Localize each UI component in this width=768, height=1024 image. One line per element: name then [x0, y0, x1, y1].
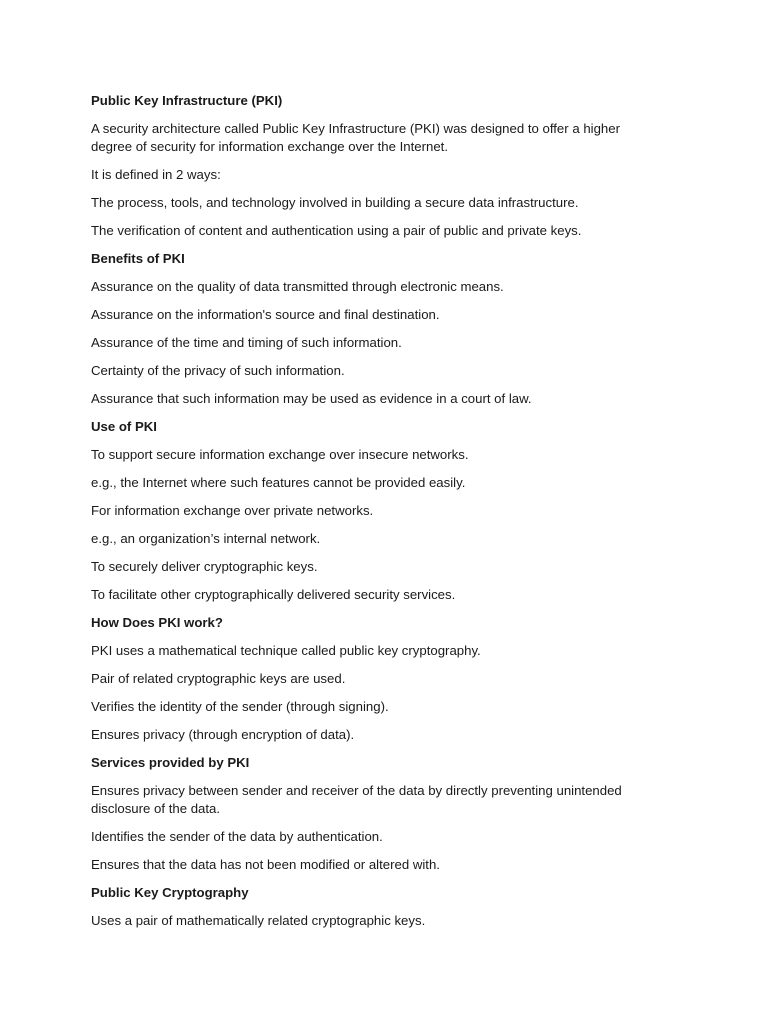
paragraph-line: Assurance that such information may be used as evidence in a court of law. — [91, 391, 532, 406]
paragraph-line: Assurance on the information's source and final destination. — [91, 307, 440, 322]
paragraph — [91, 502, 691, 520]
paragraph-line: Assurance on the quality of data transmitted through electronic means. — [91, 279, 504, 294]
paragraph-line: To facilitate other cryptographically delivered security services. — [91, 587, 456, 602]
paragraph-line: A security architecture called Public Key Infrastructure (PKI) was designed to offer a higher — [91, 121, 620, 136]
paragraph — [91, 912, 691, 930]
paragraph — [91, 856, 691, 874]
paragraph — [91, 642, 691, 660]
paragraph — [91, 726, 691, 744]
paragraph — [91, 334, 691, 352]
paragraph — [91, 278, 691, 296]
paragraph-line: For information exchange over private networks. — [91, 503, 374, 518]
paragraph-line: Verifies the identity of the sender (through signing). — [91, 699, 389, 714]
paragraph — [91, 698, 691, 716]
paragraph — [91, 828, 691, 846]
paragraph-line: It is defined in 2 ways: — [91, 167, 221, 182]
paragraph-line: Identifies the sender of the data by authentication. — [91, 829, 383, 844]
paragraph-line: To support secure information exchange over insecure networks. — [91, 447, 469, 462]
paragraph-line: The process, tools, and technology involved in building a secure data infrastructure. — [91, 195, 579, 210]
paragraph-line: degree of security for information exchange over the Internet. — [91, 139, 448, 154]
paragraph — [91, 166, 691, 184]
section-heading: How Does PKI work? — [91, 615, 223, 630]
paragraph — [91, 362, 691, 380]
paragraph — [91, 474, 691, 492]
paragraph — [91, 782, 691, 818]
paragraph — [91, 586, 691, 604]
paragraph — [91, 670, 691, 688]
document-page — [91, 92, 691, 940]
paragraph-line: Uses a pair of mathematically related cryptographic keys. — [91, 913, 426, 928]
paragraph — [91, 120, 691, 156]
paragraph-line: disclosure of the data. — [91, 801, 221, 816]
paragraph-line: Assurance of the time and timing of such information. — [91, 335, 402, 350]
paragraph — [91, 194, 691, 212]
section-heading: Public Key Infrastructure (PKI) — [91, 93, 283, 108]
paragraph-line: To securely deliver cryptographic keys. — [91, 559, 318, 574]
paragraph-line: Ensures privacy (through encryption of data). — [91, 727, 355, 742]
section-heading: Use of PKI — [91, 419, 157, 434]
paragraph-line: PKI uses a mathematical technique called public key cryptography. — [91, 643, 481, 658]
section-heading: Services provided by PKI — [91, 755, 250, 770]
paragraph-line: e.g., an organization’s internal network. — [91, 531, 321, 546]
paragraph — [91, 530, 691, 548]
paragraph — [91, 558, 691, 576]
paragraph-line: Certainty of the privacy of such information. — [91, 363, 345, 378]
paragraph-line: The verification of content and authentication using a pair of public and private keys. — [91, 223, 582, 238]
paragraph — [91, 390, 691, 408]
section-heading: Public Key Cryptography — [91, 885, 249, 900]
paragraph — [91, 222, 691, 240]
section-heading: Benefits of PKI — [91, 251, 185, 266]
paragraph-line: Pair of related cryptographic keys are used. — [91, 671, 346, 686]
paragraph-line: Ensures that the data has not been modified or altered with. — [91, 857, 440, 872]
paragraph-line: Ensures privacy between sender and receiver of the data by directly preventing unintended — [91, 783, 622, 798]
paragraph — [91, 306, 691, 324]
paragraph-line: e.g., the Internet where such features cannot be provided easily. — [91, 475, 466, 490]
paragraph — [91, 446, 691, 464]
